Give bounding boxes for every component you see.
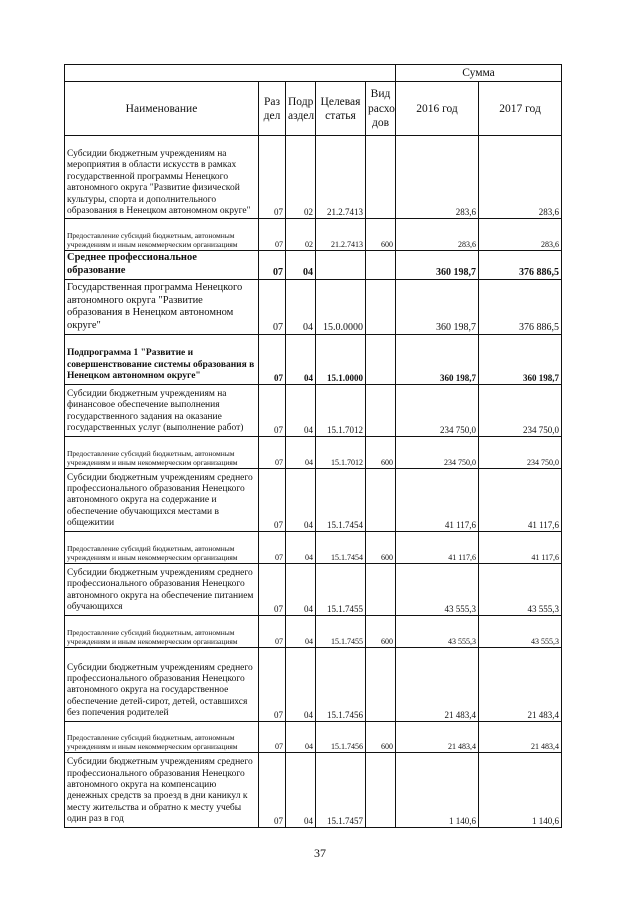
row-name: Подпрограмма 1 "Развитие и совершенствование системы образования в Ненецком автономном округе" (65, 334, 259, 384)
row-2017: 376 886,5 (479, 279, 562, 334)
row-name: Субсидии бюджетным учреждениям на мероприятия в области искусств в рамках государственной программы Ненецкого автономного округа "Развитие физической культуры, спорта и дополнительного образования в Ненецком автономном округе" (65, 136, 259, 219)
row-podr: 04 (286, 531, 316, 563)
row-podr: 04 (286, 721, 316, 752)
row-2017: 41 117,6 (479, 531, 562, 563)
row-podr: 04 (286, 384, 316, 436)
row-name: Субсидии бюджетным учреждениям среднего профессионального образования Ненецкого автономного округа на содержание и обеспечение обучающихся местами в общежитии (65, 468, 259, 531)
table-row (65, 468, 562, 531)
header-2017: 2017 год (479, 82, 562, 136)
row-name: Субсидии бюджетным учреждениям среднего профессионального образования Ненецкого автономного округа на компенсацию денежных средств за проезд в дни каникул к месту жительства и обратно к месту учебы один раз в год (65, 752, 259, 827)
header-blank (65, 65, 396, 82)
table-row (65, 251, 562, 279)
row-razdel: 07 (259, 615, 286, 647)
row-2017: 283,6 (479, 219, 562, 251)
row-vid (366, 279, 396, 334)
row-razdel: 07 (259, 219, 286, 251)
row-2016: 1 140,6 (396, 752, 479, 827)
header-sum: Сумма (396, 65, 562, 82)
row-podr: 04 (286, 279, 316, 334)
table-row (65, 334, 562, 384)
row-razdel: 07 (259, 752, 286, 827)
budget-table (64, 64, 562, 828)
table-row (65, 531, 562, 563)
row-name: Субсидии бюджетным учреждениям среднего профессионального образования Ненецкого автономного округа на государственное обеспечение детей-сирот, детей, оставшихся без попечения родителей (65, 647, 259, 721)
row-2016: 41 117,6 (396, 468, 479, 531)
table-row (65, 752, 562, 827)
row-vid: 600 (366, 436, 396, 468)
row-2017: 43 555,3 (479, 615, 562, 647)
row-name: Субсидии бюджетным учреждениям на финансовое обеспечение выполнения государственного задания на оказание государственных услуг (выполнение работ) (65, 384, 259, 436)
row-razdel: 07 (259, 436, 286, 468)
row-razdel: 07 (259, 279, 286, 334)
row-stat: 15.0.0000 (316, 279, 366, 334)
row-razdel: 07 (259, 647, 286, 721)
row-2017: 376 886,5 (479, 251, 562, 279)
row-razdel: 07 (259, 334, 286, 384)
row-name: Предоставление субсидий бюджетным, автономным учреждениям и иным некоммерческим организациям (65, 615, 259, 647)
row-podr: 04 (286, 436, 316, 468)
row-stat: 15.1.7454 (316, 531, 366, 563)
row-razdel: 07 (259, 251, 286, 279)
row-vid (366, 136, 396, 219)
row-2017: 1 140,6 (479, 752, 562, 827)
row-stat: 15.1.0000 (316, 334, 366, 384)
row-razdel: 07 (259, 468, 286, 531)
header-name: Наименование (65, 82, 259, 136)
row-stat: 21.2.7413 (316, 136, 366, 219)
row-podr: 04 (286, 468, 316, 531)
row-2016: 360 198,7 (396, 251, 479, 279)
row-podr: 02 (286, 136, 316, 219)
row-name: Среднее профессиональное образование (65, 251, 259, 279)
header-vid: Вид расхо дов (366, 82, 396, 136)
row-podr: 04 (286, 563, 316, 615)
row-vid (366, 752, 396, 827)
row-razdel: 07 (259, 531, 286, 563)
row-podr: 04 (286, 334, 316, 384)
row-razdel: 07 (259, 136, 286, 219)
row-podr: 04 (286, 752, 316, 827)
row-2017: 234 750,0 (479, 384, 562, 436)
row-2017: 21 483,4 (479, 647, 562, 721)
row-2017: 360 198,7 (479, 334, 562, 384)
row-2017: 283,6 (479, 136, 562, 219)
row-2016: 41 117,6 (396, 531, 479, 563)
table-row (65, 436, 562, 468)
row-vid (366, 334, 396, 384)
row-2016: 360 198,7 (396, 279, 479, 334)
row-2017: 43 555,3 (479, 563, 562, 615)
row-name: Государственная программа Ненецкого автономного округа "Развитие образования в Ненецком автономном округе" (65, 279, 259, 334)
row-podr: 04 (286, 647, 316, 721)
row-stat (316, 251, 366, 279)
row-2016: 283,6 (396, 219, 479, 251)
row-vid: 600 (366, 219, 396, 251)
row-name: Предоставление субсидий бюджетным, автономным учреждениям и иным некоммерческим организациям (65, 219, 259, 251)
row-stat: 15.1.7456 (316, 721, 366, 752)
row-stat: 15.1.7012 (316, 436, 366, 468)
row-stat: 15.1.7454 (316, 468, 366, 531)
row-stat: 21.2.7413 (316, 219, 366, 251)
header-podrazdel: Подр аздел (286, 82, 316, 136)
row-2017: 21 483,4 (479, 721, 562, 752)
row-vid (366, 647, 396, 721)
row-podr: 04 (286, 251, 316, 279)
row-razdel: 07 (259, 384, 286, 436)
row-vid: 600 (366, 615, 396, 647)
table-row (65, 136, 562, 219)
row-2016: 21 483,4 (396, 647, 479, 721)
table-row (65, 219, 562, 251)
row-stat: 15.1.7455 (316, 615, 366, 647)
row-2016: 360 198,7 (396, 334, 479, 384)
row-vid (366, 563, 396, 615)
row-vid (366, 468, 396, 531)
row-2016: 43 555,3 (396, 563, 479, 615)
header-razdel: Раз дел (259, 82, 286, 136)
row-2017: 41 117,6 (479, 468, 562, 531)
row-vid: 600 (366, 721, 396, 752)
row-name: Предоставление субсидий бюджетным, автономным учреждениям и иным некоммерческим организациям (65, 531, 259, 563)
row-vid: 600 (366, 531, 396, 563)
row-stat: 15.1.7455 (316, 563, 366, 615)
row-name: Субсидии бюджетным учреждениям среднего профессионального образования Ненецкого автономного округа на обеспечение питанием обучающихся (65, 563, 259, 615)
row-razdel: 07 (259, 721, 286, 752)
row-2016: 234 750,0 (396, 436, 479, 468)
row-razdel: 07 (259, 563, 286, 615)
table-row (65, 721, 562, 752)
row-2016: 234 750,0 (396, 384, 479, 436)
row-stat: 15.1.7012 (316, 384, 366, 436)
table-row (65, 384, 562, 436)
row-podr: 04 (286, 615, 316, 647)
row-vid (366, 251, 396, 279)
page-number: 37 (314, 846, 326, 860)
header-2016: 2016 год (396, 82, 479, 136)
row-stat: 15.1.7457 (316, 752, 366, 827)
header-statya: Целевая статья (316, 82, 366, 136)
row-2017: 234 750,0 (479, 436, 562, 468)
table-row (65, 279, 562, 334)
row-name: Предоставление субсидий бюджетным, автономным учреждениям и иным некоммерческим организациям (65, 436, 259, 468)
row-name: Предоставление субсидий бюджетным, автономным учреждениям и иным некоммерческим организациям (65, 721, 259, 752)
row-stat: 15.1.7456 (316, 647, 366, 721)
table-row (65, 563, 562, 615)
row-2016: 43 555,3 (396, 615, 479, 647)
row-podr: 02 (286, 219, 316, 251)
row-2016: 21 483,4 (396, 721, 479, 752)
table-row (65, 647, 562, 721)
row-vid (366, 384, 396, 436)
row-2016: 283,6 (396, 136, 479, 219)
table-row (65, 615, 562, 647)
